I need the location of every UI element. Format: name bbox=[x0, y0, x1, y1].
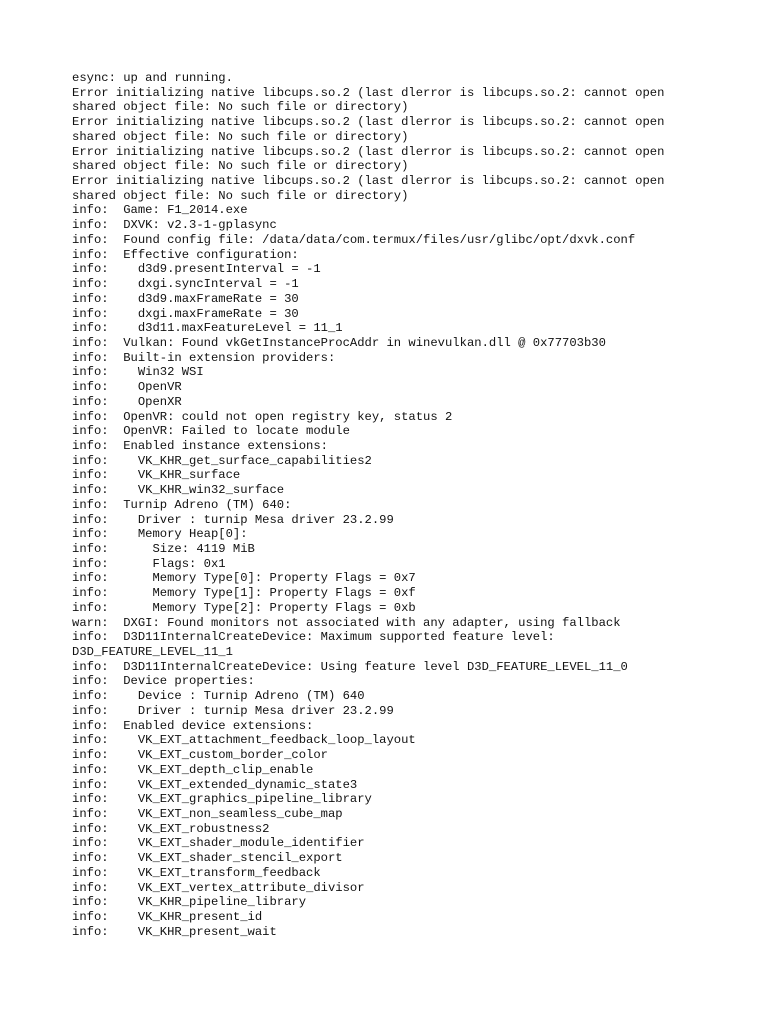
log-line: info: Size: 4119 MiB bbox=[72, 542, 255, 556]
log-line: info: D3D11InternalCreateDevice: Maximum supported feature level: bbox=[72, 630, 555, 645]
log-line: info: Turnip Adreno (TM) 640: bbox=[72, 497, 292, 512]
log-line: D3D_FEATURE_LEVEL_11_1 bbox=[72, 645, 233, 660]
log-line: info: VK_KHR_present_wait bbox=[72, 924, 277, 939]
log-line: info: Built-in extension providers: bbox=[72, 350, 336, 365]
log-line: info: VK_KHR_surface bbox=[72, 468, 241, 483]
log-line: info: Game: F1_2014.exe bbox=[72, 203, 248, 218]
log-line: info: d3d9.maxFrameRate = 30 bbox=[72, 291, 299, 306]
log-line: info: dxgi.maxFrameRate = 30 bbox=[72, 306, 299, 321]
log-line: info: Enabled device extensions: bbox=[72, 718, 314, 733]
log-line: shared object file: No such file or directory) bbox=[72, 100, 409, 115]
log-line: info: d3d11.maxFeatureLevel = 11_1 bbox=[72, 321, 343, 336]
log-line: info: VK_EXT_extended_dynamic_state3 bbox=[72, 777, 358, 792]
log-line: info: VK_EXT_graphics_pipeline_library bbox=[72, 792, 372, 807]
log-line: info: Memory Type[1]: Property Flags = 0xf bbox=[72, 586, 416, 601]
log-line: Error initializing native libcups.so.2 (last dlerror is libcups.so.2: cannot open bbox=[72, 115, 665, 130]
log-line: info: Driver : turnip Mesa driver 23.2.99 bbox=[72, 512, 394, 527]
log-line: info: VK_KHR_present_id bbox=[72, 909, 263, 924]
log-line: info: OpenXR bbox=[72, 394, 182, 409]
log-line: esync: up and running. bbox=[72, 71, 233, 85]
log-line: info: Effective configuration: bbox=[72, 247, 299, 262]
log-line: info: Driver : turnip Mesa driver 23.2.99 bbox=[72, 703, 394, 718]
log-line: info: VK_EXT_vertex_attribute_divisor bbox=[72, 880, 365, 895]
log-line: info: VK_EXT_transform_feedback bbox=[72, 865, 321, 880]
log-line: info: VK_EXT_shader_stencil_export bbox=[72, 851, 343, 866]
log-line: Error initializing native libcups.so.2 (last dlerror is libcups.so.2: cannot open bbox=[72, 85, 665, 100]
log-line: info: OpenVR bbox=[72, 380, 182, 395]
log-line: shared object file: No such file or directory) bbox=[72, 188, 409, 203]
log-line: info: VK_EXT_shader_module_identifier bbox=[72, 836, 365, 851]
log-line: info: VK_KHR_get_surface_capabilities2 bbox=[72, 453, 372, 468]
log-line: info: D3D11InternalCreateDevice: Using feature level D3D_FEATURE_LEVEL_11_0 bbox=[72, 659, 628, 674]
log-line: info: Vulkan: Found vkGetInstanceProcAddr in winevulkan.dll @ 0x77703b30 bbox=[72, 335, 606, 350]
log-line: info: OpenVR: Failed to locate module bbox=[72, 424, 350, 439]
log-line: info: Memory Type[0]: Property Flags = 0x7 bbox=[72, 571, 416, 586]
log-line: info: Enabled instance extensions: bbox=[72, 438, 328, 453]
log-line: info: VK_EXT_depth_clip_enable bbox=[72, 762, 314, 777]
log-line: info: Memory Type[2]: Property Flags = 0xb bbox=[72, 600, 416, 615]
log-line: shared object file: No such file or directory) bbox=[72, 159, 409, 174]
log-line: info: Win32 WSI bbox=[72, 365, 204, 380]
log-line: warn: DXGI: Found monitors not associated with any adapter, using fallback bbox=[72, 615, 621, 630]
log-line: shared object file: No such file or directory) bbox=[72, 129, 409, 144]
log-line: info: Flags: 0x1 bbox=[72, 556, 226, 571]
log-line: info: Memory Heap[0]: bbox=[72, 527, 248, 542]
log-output bbox=[72, 71, 732, 939]
log-line: info: OpenVR: could not open registry key, status 2 bbox=[72, 409, 453, 424]
log-line: info: VK_EXT_attachment_feedback_loop_layout bbox=[72, 733, 416, 748]
log-line: info: DXVK: v2.3-1-gplasync bbox=[72, 218, 277, 233]
log-line: info: VK_EXT_robustness2 bbox=[72, 821, 270, 836]
log-line: info: Found config file: /data/data/com.termux/files/usr/glibc/opt/dxvk.conf bbox=[72, 232, 636, 247]
log-line: Error initializing native libcups.so.2 (last dlerror is libcups.so.2: cannot open bbox=[72, 144, 665, 159]
log-line: info: Device : Turnip Adreno (TM) 640 bbox=[72, 689, 365, 704]
log-line: Error initializing native libcups.so.2 (last dlerror is libcups.so.2: cannot open bbox=[72, 174, 665, 189]
log-line: info: VK_EXT_custom_border_color bbox=[72, 748, 328, 763]
log-line: info: VK_KHR_win32_surface bbox=[72, 483, 285, 498]
log-line: info: VK_EXT_non_seamless_cube_map bbox=[72, 806, 343, 821]
log-line: info: VK_KHR_pipeline_library bbox=[72, 895, 307, 910]
log-line: info: d3d9.presentInterval = -1 bbox=[72, 262, 321, 277]
log-line: info: Device properties: bbox=[72, 674, 255, 689]
log-line: info: dxgi.syncInterval = -1 bbox=[72, 277, 299, 292]
